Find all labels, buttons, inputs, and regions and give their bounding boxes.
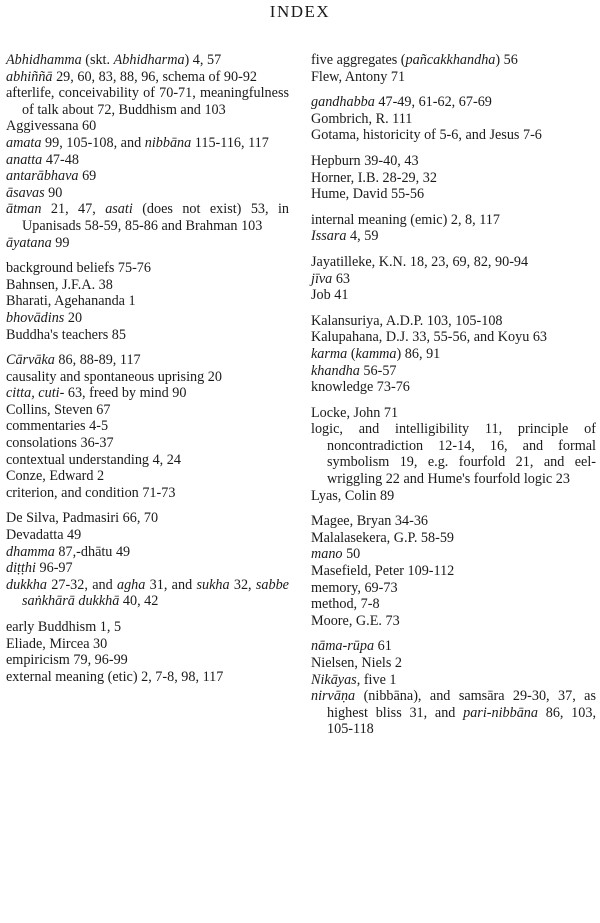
index-text: 99, 105-108, and	[41, 134, 145, 151]
index-text: Conze, Edward 2	[6, 468, 105, 485]
index-term-italic: kamma	[355, 345, 397, 362]
index-term-italic: Cārvāka	[6, 352, 55, 369]
index-text: causality and spontaneous uprising 20	[6, 368, 222, 385]
index-entry	[311, 69, 596, 86]
index-text: 99	[51, 234, 70, 251]
index-entry	[311, 228, 596, 245]
index-text: 47-48	[42, 151, 79, 168]
index-entry	[6, 277, 289, 294]
index-term-italic: dukkha	[6, 576, 47, 593]
index-entry	[311, 111, 596, 128]
index-term-italic: bhovādins	[6, 309, 65, 326]
index-text: (does not exist) 53, in Upanisads 58-59, 85-86 and Brahman 103	[22, 201, 290, 234]
index-text: Job 41	[311, 287, 349, 304]
index-entry	[6, 510, 289, 527]
page-title: INDEX	[269, 2, 331, 21]
index-term-italic: diṭṭhi	[6, 560, 36, 577]
index-entry	[6, 235, 289, 252]
index-text: 32,	[229, 576, 256, 593]
index-text: 56-57	[359, 362, 397, 379]
index-term-italic: anatta	[6, 151, 43, 168]
letter-group-gap	[311, 629, 596, 638]
index-entry	[6, 85, 289, 118]
index-text: (skt.	[81, 52, 114, 68]
index-text: background beliefs 75-76	[6, 260, 151, 277]
index-text: 29, 60, 83, 88, 96, schema of 90-92	[52, 68, 258, 85]
index-entry	[311, 329, 596, 346]
index-entry	[6, 310, 289, 327]
index-term-italic: mano	[311, 546, 343, 563]
index-text: 50	[342, 546, 361, 563]
index-text: 40, 42	[119, 593, 159, 610]
index-text: Eliade, Mircea 30	[6, 635, 108, 652]
index-entry	[6, 293, 289, 310]
index-entry	[311, 638, 596, 655]
index-text: afterlife, conceivability of 70-71, meaningfulness of talk about 72, Buddhism and 103	[6, 85, 289, 118]
index-entry	[6, 385, 289, 402]
index-entry	[6, 577, 289, 610]
index-term-italic: Abhidharma	[113, 52, 185, 68]
index-text: Hepburn 39-40, 43	[311, 152, 419, 169]
index-entry	[311, 313, 596, 330]
index-entry	[6, 185, 289, 202]
index-entry	[311, 546, 596, 563]
index-text: De Silva, Padmasiri 66, 70	[6, 510, 159, 527]
index-text: Lyas, Colin 89	[311, 487, 395, 504]
index-text: logic, and intelligibility 11, principle of noncontradiction 12-14, 16, and formal symbolism 19, e.g. fourfold 21, and eel-wriggling 22 and Hume's fourfold logic 23	[311, 421, 596, 488]
index-entry	[6, 369, 289, 386]
index-entry	[311, 170, 596, 187]
index-term-italic: asati	[105, 201, 133, 218]
index-text: Gombrich, R. 111	[311, 110, 413, 127]
index-term-italic: nibbāna	[144, 134, 192, 151]
index-entry	[311, 530, 596, 547]
index-entry	[6, 352, 289, 369]
index-entry	[311, 127, 596, 144]
index-term-italic: nirvāṇa	[311, 688, 356, 705]
index-entry	[6, 485, 289, 502]
index-text: Flew, Antony 71	[311, 68, 406, 85]
index-entry	[311, 655, 596, 672]
index-text: Aggivessana 60	[6, 118, 97, 135]
index-entry	[311, 488, 596, 505]
index-text: ) 4, 57	[184, 52, 222, 68]
index-entry	[6, 619, 289, 636]
index-term-italic: agha	[116, 576, 146, 593]
index-entry	[6, 69, 289, 86]
index-entry	[6, 402, 289, 419]
index-entry	[6, 544, 289, 561]
index-entry	[6, 118, 289, 135]
index-text: early Buddhism 1, 5	[6, 619, 122, 635]
letter-group-gap	[311, 504, 596, 513]
index-entry	[311, 186, 596, 203]
index-term-italic: Abhidhamma	[6, 52, 82, 68]
index-text: ) 56	[495, 52, 518, 68]
index-text: Malalasekera, G.P. 58-59	[311, 529, 455, 546]
index-entry	[311, 580, 596, 597]
index-term-italic: amata	[6, 134, 42, 151]
index-text: Moore, G.E. 73	[311, 612, 400, 629]
index-text: 63	[332, 270, 351, 287]
index-term-italic: Issara	[311, 228, 347, 245]
index-entry	[6, 135, 289, 152]
index-text: Locke, John 71	[311, 404, 399, 421]
index-term-italic: khandha	[311, 362, 360, 379]
index-text: 86, 88-89, 117	[54, 352, 141, 369]
index-term-italic: Nikāyas	[311, 671, 357, 688]
letter-group-gap	[6, 343, 289, 352]
index-entry	[6, 452, 289, 469]
index-entry	[311, 596, 596, 613]
letter-group-gap	[311, 203, 596, 212]
letter-group-gap	[311, 144, 596, 153]
index-term-italic: pañcakkhandha	[405, 52, 496, 68]
index-entry	[6, 201, 289, 234]
index-entry	[6, 468, 289, 485]
index-column-right	[311, 52, 596, 738]
index-text: knowledge 73-76	[311, 379, 410, 396]
index-text: Kalupahana, D.J. 33, 55-56, and Koyu 63	[311, 329, 548, 346]
index-text: Horner, I.B. 28-29, 32	[311, 169, 437, 186]
index-text: 47-49, 61-62, 67-69	[374, 94, 492, 111]
index-text: memory, 69-73	[311, 579, 398, 596]
index-text: consolations 36-37	[6, 435, 114, 452]
index-text: (nibbāna), and samsāra 29-30, 37, as highest bliss 31, and	[327, 688, 596, 721]
index-text: 4, 59	[346, 228, 379, 245]
index-entry	[6, 636, 289, 653]
index-text: Nielsen, Niels 2	[311, 655, 403, 671]
index-entry	[6, 327, 289, 344]
index-entry	[311, 271, 596, 288]
index-text: Magee, Bryan 34-36	[311, 513, 429, 530]
index-text: 31, and	[145, 576, 197, 593]
index-entry	[6, 418, 289, 435]
index-text: external meaning (etic) 2, 7-8, 98, 117	[6, 668, 224, 685]
index-entry	[311, 212, 596, 229]
index-entry	[6, 560, 289, 577]
index-text: Kalansuriya, A.D.P. 103, 105-108	[311, 312, 503, 329]
index-text: - 63, freed by mind 90	[59, 385, 187, 402]
index-text: criterion, and condition 71-73	[6, 484, 176, 501]
index-text: 61	[374, 638, 392, 655]
index-text: 27-32, and	[46, 576, 117, 593]
index-entry	[6, 168, 289, 185]
letter-group-gap	[6, 251, 289, 260]
index-entry	[311, 346, 596, 363]
index-entry	[311, 563, 596, 580]
index-text: Jayatilleke, K.N. 18, 23, 69, 82, 90-94	[311, 253, 529, 270]
index-term-italic: abhiññā	[6, 68, 53, 85]
index-text: contextual understanding 4, 24	[6, 451, 181, 468]
index-text: Devadatta 49	[6, 527, 82, 544]
index-term-italic: dhamma	[6, 543, 55, 560]
index-term-italic: antarābhava	[6, 168, 79, 185]
index-text: 115-116, 117	[191, 134, 269, 151]
index-term-italic: ātman	[6, 201, 42, 218]
index-text: Bahnsen, J.F.A. 38	[6, 276, 113, 293]
index-text: 90	[44, 184, 63, 201]
index-term-italic: āsavas	[6, 184, 45, 201]
index-entry	[6, 652, 289, 669]
index-entry	[6, 260, 289, 277]
index-term-italic: citta, cuti	[6, 385, 60, 402]
letter-group-gap	[311, 396, 596, 405]
index-entry	[6, 669, 289, 686]
index-entry	[311, 379, 596, 396]
index-text: method, 7-8	[311, 596, 380, 613]
index-entry	[311, 254, 596, 271]
index-entry	[311, 513, 596, 530]
index-text: commentaries 4-5	[6, 418, 109, 435]
index-text: , five 1	[356, 671, 397, 688]
index-term-italic: karma	[311, 345, 348, 362]
index-term-italic: nāma-rūpa	[311, 638, 375, 655]
index-entry	[311, 153, 596, 170]
index-text: 87,-dhātu 49	[54, 543, 131, 560]
index-text: ) 86, 91	[396, 345, 441, 362]
index-text: Masefield, Peter 109-112	[311, 563, 455, 580]
index-entry	[311, 688, 596, 738]
index-term-italic: pari-nibbāna	[463, 704, 538, 721]
index-entry	[311, 94, 596, 111]
letter-group-gap	[6, 610, 289, 619]
index-text: internal meaning (emic) 2, 8, 117	[311, 211, 500, 228]
index-text: Buddha's teachers 85	[6, 326, 126, 343]
index-text: 21, 47,	[41, 201, 106, 218]
index-entry	[6, 527, 289, 544]
index-entry	[311, 421, 596, 487]
index-text: 86, 103, 105-118	[327, 704, 596, 738]
index-entry	[311, 613, 596, 630]
index-text: (	[347, 345, 356, 362]
index-text: Bharati, Agehananda 1	[6, 293, 136, 310]
index-term-italic: sukha	[196, 576, 230, 593]
index-text: 69	[78, 168, 97, 185]
index-text: five aggregates (	[311, 52, 406, 68]
index-text: 20	[64, 309, 83, 326]
index-term-italic: āyatana	[6, 234, 52, 251]
index-text: Gotama, historicity of 5-6, and Jesus 7-6	[311, 127, 542, 144]
index-entry	[6, 435, 289, 452]
index-term-italic: sabbe saṅkhārā dukkhā	[22, 576, 289, 610]
letter-group-gap	[311, 304, 596, 313]
letter-group-gap	[311, 245, 596, 254]
index-entry	[311, 52, 596, 69]
index-text: Hume, David 55-56	[311, 186, 425, 203]
index-entry	[311, 405, 596, 422]
index-entry	[6, 152, 289, 169]
index-term-italic: jīva	[311, 270, 333, 287]
index-entry	[311, 672, 596, 689]
letter-group-gap	[6, 501, 289, 510]
index-text: empiricism 79, 96-99	[6, 652, 128, 669]
index-text: 96-97	[35, 560, 73, 577]
index-entry	[6, 52, 289, 69]
index-text: Collins, Steven 67	[6, 401, 111, 418]
index-term-italic: gandhabba	[311, 94, 375, 111]
index-entry	[311, 363, 596, 380]
letter-group-gap	[311, 85, 596, 94]
index-column-left	[6, 52, 289, 685]
index-entry	[311, 287, 596, 304]
